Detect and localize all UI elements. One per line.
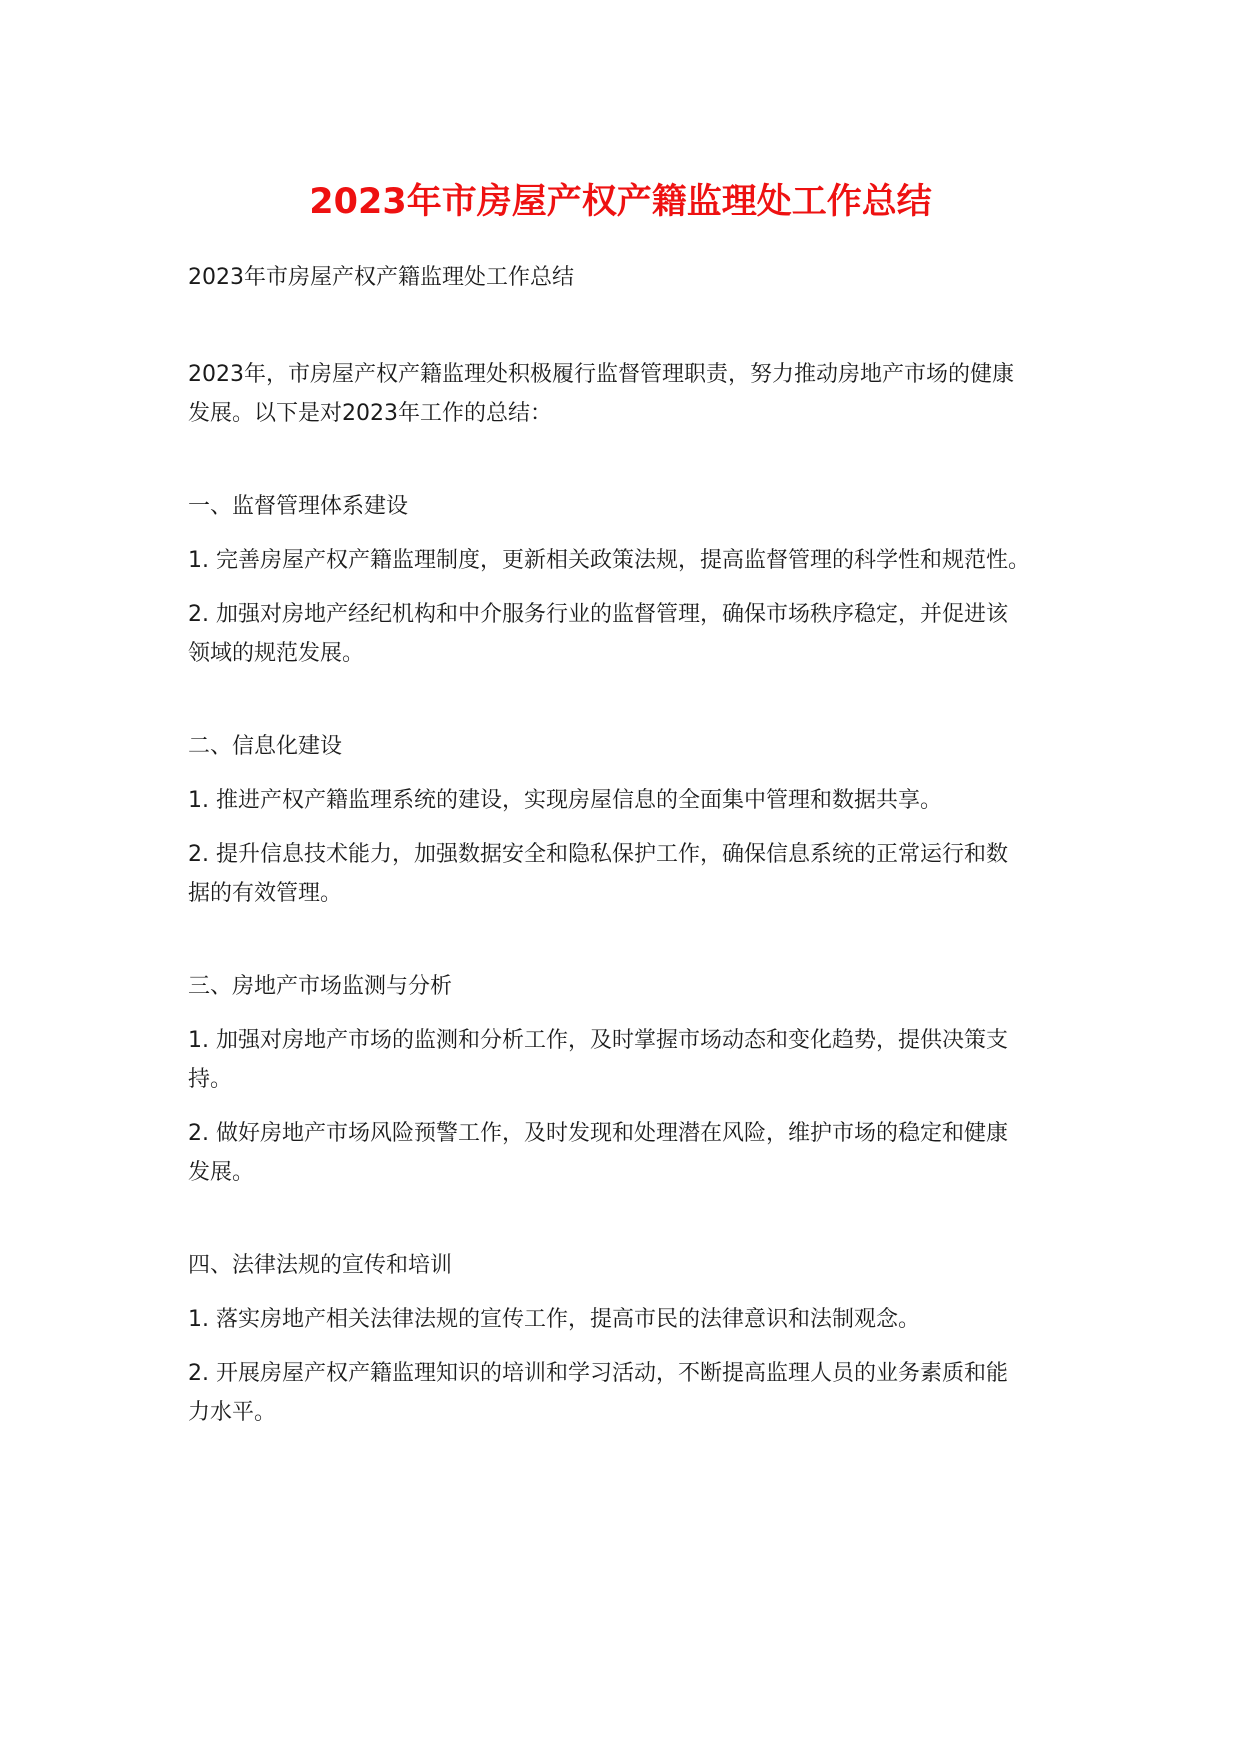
- section-item-line: 力水平。: [188, 1400, 277, 1425]
- section-heading: 二、信息化建设: [188, 734, 343, 759]
- section-item-line: 2. 开展房屋产权产籍监理知识的培训和学习活动，不断提高监理人员的业务素质和能: [188, 1361, 1008, 1386]
- intro-line: 2023年，市房屋产权产籍监理处积极履行监督管理职责，努力推动房地产市场的健康: [188, 362, 1014, 387]
- document-subtitle: 2023年市房屋产权产籍监理处工作总结: [188, 265, 574, 290]
- section-item-line: 1. 完善房屋产权产籍监理制度，更新相关政策法规，提高监督管理的科学性和规范性。: [188, 548, 1030, 573]
- document-title: 2023年市房屋产权产籍监理处工作总结: [309, 182, 932, 222]
- section-item-line: 领域的规范发展。: [188, 641, 365, 666]
- section-item-line: 据的有效管理。: [188, 881, 343, 906]
- section-item-line: 持。: [188, 1067, 233, 1092]
- section-item-line: 发展。: [188, 1160, 255, 1185]
- section-heading: 四、法律法规的宣传和培训: [188, 1253, 453, 1278]
- section-item-line: 1. 加强对房地产市场的监测和分析工作，及时掌握市场动态和变化趋势，提供决策支: [188, 1028, 1008, 1053]
- section-heading: 一、监督管理体系建设: [188, 494, 409, 519]
- section-item-line: 1. 落实房地产相关法律法规的宣传工作，提高市民的法律意识和法制观念。: [188, 1307, 920, 1332]
- section-heading: 三、房地产市场监测与分析: [188, 974, 453, 999]
- section-item-line: 2. 提升信息技术能力，加强数据安全和隐私保护工作，确保信息系统的正常运行和数: [188, 842, 1008, 867]
- intro-line: 发展。以下是对2023年工作的总结：: [188, 401, 552, 426]
- section-item-line: 2. 加强对房地产经纪机构和中介服务行业的监督管理，确保市场秩序稳定，并促进该: [188, 602, 1008, 627]
- section-item-line: 1. 推进产权产籍监理系统的建设，实现房屋信息的全面集中管理和数据共享。: [188, 788, 942, 813]
- section-item-line: 2. 做好房地产市场风险预警工作，及时发现和处理潜在风险，维护市场的稳定和健康: [188, 1121, 1008, 1146]
